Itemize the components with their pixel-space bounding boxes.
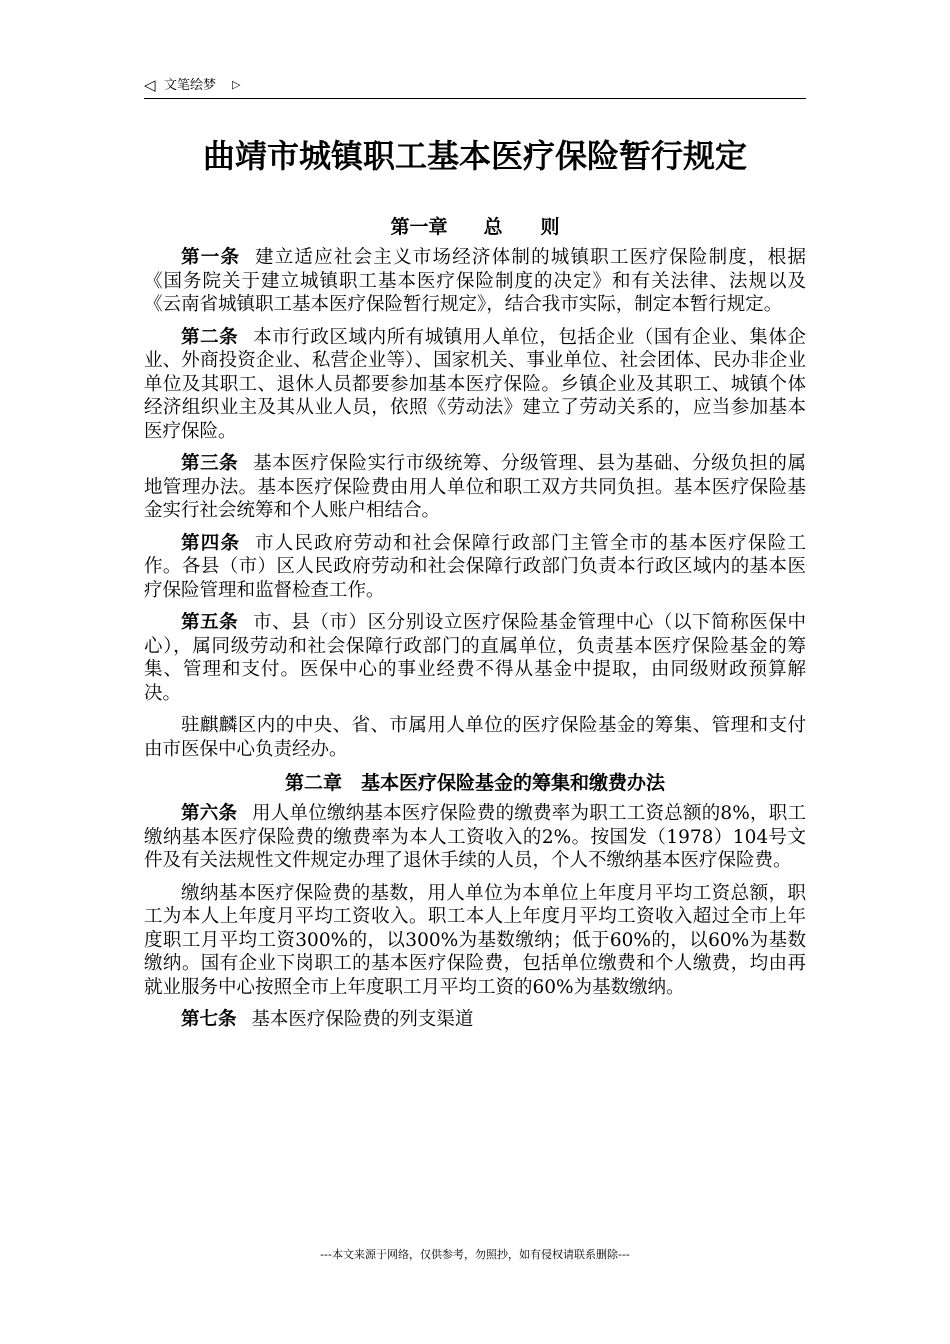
- article-text: 缴纳基本医疗保险费的基数，用人单位为本单位上年度月平均工资总额，职工为本人上年度月平均工资收入。职工本人上年度月平均工资收入超过全市上年度职工月平均工资300%的，以300%为基数缴纳；低于60%的，以60%为基数缴纳。国有企业下岗职工的基本医疗保险费，包括单位缴费和个人缴费，均由再就业服务中心按照全市上年度职工月平均工资的60%为基数缴纳。: [144, 882, 806, 998]
- article-number: 第二条: [181, 326, 239, 348]
- article-number: 第六条: [181, 803, 238, 824]
- chapter-1-number: 第一章: [390, 216, 448, 238]
- page-footer-disclaimer: ---本文来源于网络，仅供参考，勿照抄，如有侵权请联系删除---: [320, 1248, 630, 1261]
- article-text: 用人单位缴纳基本医疗保险费的缴费率为职工工资总额的8%，职工缴纳基本医疗保险费的缴费率为本人工资收入的2%。按国发（1978）104号文件及有关法规性文件规定办理了退休手续的人员，个人不缴纳基本医疗保险费。: [144, 803, 806, 871]
- article-text: 市、县（市）区分别设立医疗保险基金管理中心（以下简称医保中心），属同级劳动和社会保障行政部门的直属单位，负责基本医疗保险基金的筹集、管理和支付。医保中心的事业经费不得从基金中提取，由同级财政预算解决。: [144, 612, 806, 704]
- article-2: [144, 326, 806, 444]
- article-text: 基本医疗保险实行市级统筹、分级管理、县为基础、分级负担的属地管理办法。基本医疗保险费由用人单位和职工双方共同负担。基本医疗保险基金实行社会统筹和个人账户相结合。: [144, 453, 806, 521]
- article-1: [144, 246, 806, 317]
- article-text: 驻麒麟区内的中央、省、市属用人单位的医疗保险基金的筹集、管理和支付由市医保中心负责经办。: [144, 715, 806, 760]
- page-header: [144, 74, 806, 99]
- chapter-1-heading: [144, 214, 806, 240]
- triangle-left-icon: ◁: [144, 76, 156, 94]
- article-7: [144, 1008, 806, 1032]
- article-number: 第五条: [181, 612, 239, 633]
- chapter-1-name: 总 则: [483, 216, 560, 238]
- article-text: 本市行政区域内所有城镇用人单位，包括企业（国有企业、集体企业、外商投资企业、私营企业等）、国家机关、事业单位、社会团体、民办非企业单位及其职工、退休人员都要参加基本医疗保险。乡镇企业及其职工、城镇个体经济组织业主及其从业人员，依照《劳动法》建立了劳动关系的，应当参加基本医疗保险。: [144, 326, 806, 442]
- document-body: [144, 214, 806, 1041]
- header-brand: 文笔绘梦: [164, 78, 217, 93]
- article-4: [144, 532, 806, 603]
- article-text: 基本医疗保险费的列支渠道: [251, 1009, 474, 1030]
- triangle-right-icon: ▷: [232, 78, 241, 91]
- article-6: [144, 802, 806, 873]
- article-text: 建立适应社会主义市场经济体制的城镇职工医疗保险制度，根据《国务院关于建立城镇职工基本医疗保险制度的决定》和有关法律、法规以及《云南省城镇职工基本医疗保险暂行规定》，结合我市实际，制定本暂行规定。: [144, 247, 806, 315]
- document-title: 曲靖市城镇职工基本医疗保险暂行规定: [202, 137, 747, 175]
- article-3: [144, 452, 806, 523]
- article-number: 第七条: [181, 1009, 237, 1030]
- article-6-paragraph-2: [144, 882, 806, 1000]
- chapter-2-heading: 第二章 基本医疗保险基金的筹集和缴费办法: [284, 772, 665, 794]
- article-text: 市人民政府劳动和社会保障行政部门主管全市的基本医疗保险工作。各县（市）区人民政府劳动和社会保障行政部门负责本行政区域内的基本医疗保险管理和监督检查工作。: [144, 532, 806, 601]
- article-number: 第一条: [181, 247, 241, 268]
- article-number: 第三条: [181, 453, 239, 474]
- article-5-paragraph-2: [144, 714, 806, 761]
- article-number: 第四条: [181, 532, 241, 554]
- article-5: [144, 611, 806, 705]
